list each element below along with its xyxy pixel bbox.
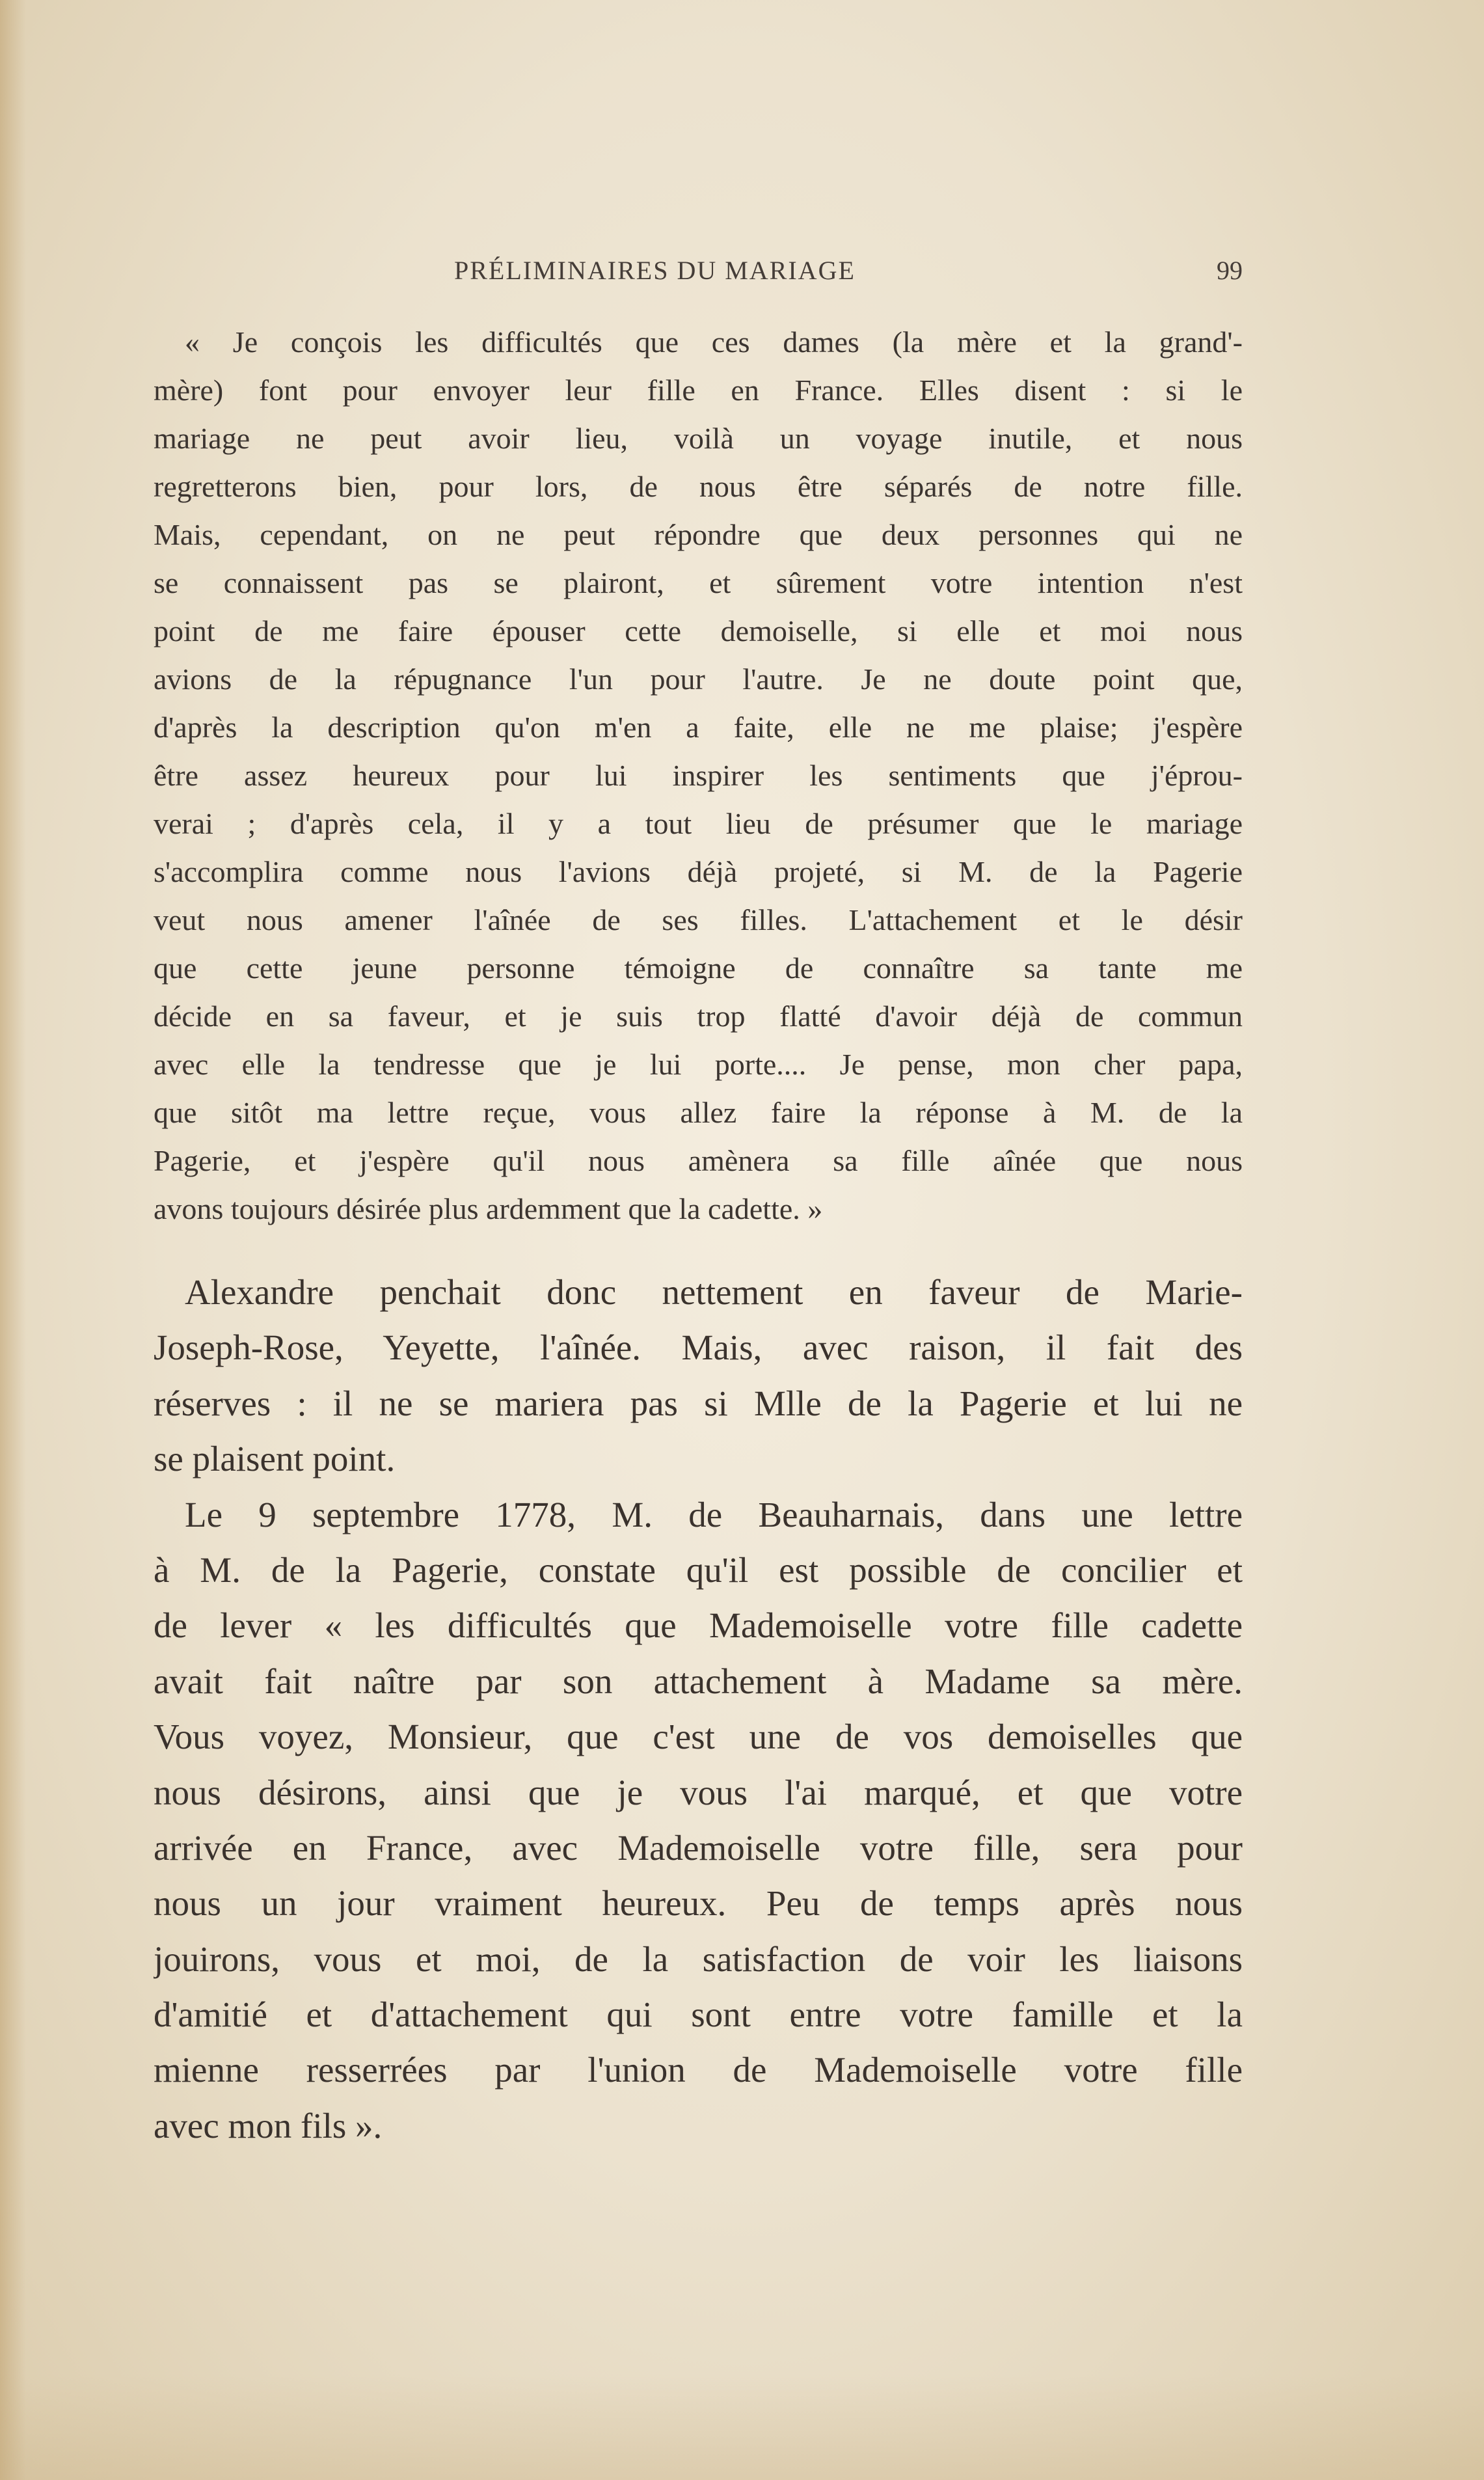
quote-line: avions de la répugnance l'un pour l'autre. Je ne doute point que, — [154, 662, 1243, 696]
running-title: PRÉLIMINAIRES DU MARIAGE — [454, 256, 856, 285]
paragraph-line: d'amitié et d'attachement qui sont entre votre famille et la — [154, 1995, 1243, 2035]
running-header — [154, 255, 1243, 294]
paragraph-line: nous un jour vraiment heureux. Peu de temps après nous — [154, 1883, 1243, 1924]
quote-line: avons toujours désirée plus ardemment que la cadette. » — [154, 1192, 823, 1225]
paragraph-line: arrivée en France, avec Mademoiselle votre fille, sera pour — [154, 1827, 1243, 1868]
quote-line: décide en sa faveur, et je suis trop flatté d'avoir déjà de commun — [154, 1000, 1243, 1033]
quote-line: mère) font pour envoyer leur fille en France. Elles disent : si le — [154, 374, 1243, 407]
quote-line: s'accomplira comme nous l'avions déjà projeté, si M. de la Pagerie — [154, 855, 1243, 888]
quote-line: regretterons bien, pour lors, de nous être séparés de notre fille. — [154, 470, 1243, 503]
paragraph-line: à M. de la Pagerie, constate qu'il est possible de concilier et — [154, 1549, 1243, 1590]
paragraph-line: Vous voyez, Monsieur, que c'est une de vos demoiselles que — [154, 1717, 1243, 1757]
quote-line: que cette jeune personne témoigne de connaître sa tante me — [154, 951, 1243, 985]
paragraph-line: se plaisent point. — [154, 1439, 396, 1479]
paragraph-line: Le 9 septembre 1778, M. de Beauharnais, dans une lettre — [185, 1494, 1243, 1534]
page-edge-shading — [0, 0, 26, 2480]
quoted-letter — [154, 323, 1243, 1238]
quote-line: « Je conçois les difficultés que ces dames (la mère et la grand'- — [185, 325, 1243, 359]
quote-line: Mais, cependant, on ne peut répondre que deux personnes qui ne — [154, 518, 1243, 551]
paragraph-line: avait fait naître par son attachement à Madame sa mère. — [154, 1661, 1243, 1701]
body-text — [154, 1270, 1243, 2159]
quote-line: se connaissent pas se plairont, et sûrement votre intention n'est — [154, 566, 1243, 599]
quote-line: d'après la description qu'on m'en a faite, elle ne me plaise; j'espère — [154, 711, 1243, 744]
paragraph-line: Joseph-Rose, Yeyette, l'aînée. Mais, avec raison, il fait des — [154, 1328, 1243, 1368]
paragraph-line: Alexandre penchait donc nettement en faveur de Marie- — [185, 1272, 1243, 1312]
paragraph — [154, 1493, 1243, 2160]
paragraph-line: mienne resserrées par l'union de Mademoiselle votre fille — [154, 2050, 1243, 2090]
quote-line: que sitôt ma lettre reçue, vous allez faire la réponse à M. de la — [154, 1096, 1243, 1129]
quote-line: mariage ne peut avoir lieu, voilà un voyage inutile, et nous — [154, 422, 1243, 455]
quote-line: veut nous amener l'aînée de ses filles. L'attachement et le désir — [154, 903, 1243, 936]
paragraph-line: réserves : il ne se mariera pas si Mlle de la Pagerie et lui ne — [154, 1383, 1243, 1423]
paragraph-line: jouirons, vous et moi, de la satisfaction de voir les liaisons — [154, 1939, 1243, 1979]
quote-line: verai ; d'après cela, il y a tout lieu de présumer que le mariage — [154, 807, 1243, 840]
page-bottom-shading — [0, 2376, 1484, 2480]
paragraph-line: de lever « les difficultés que Mademoiselle votre fille cadette — [154, 1605, 1243, 1646]
page-number: 99 — [1217, 256, 1243, 285]
quote-line: Pagerie, et j'espère qu'il nous amènera sa fille aînée que nous — [154, 1144, 1243, 1177]
paragraph-line: nous désirons, ainsi que je vous l'ai marqué, et que votre — [154, 1772, 1243, 1812]
quote-line: point de me faire épouser cette demoiselle, si elle et moi nous — [154, 614, 1243, 647]
quote-line: être assez heureux pour lui inspirer les sentiments que j'éprou- — [154, 759, 1243, 792]
paragraph — [154, 1270, 1243, 1493]
paragraph-line: avec mon fils ». — [154, 2105, 383, 2146]
quote-line: avec elle la tendresse que je lui porte.... Je pense, mon cher papa, — [154, 1048, 1243, 1081]
